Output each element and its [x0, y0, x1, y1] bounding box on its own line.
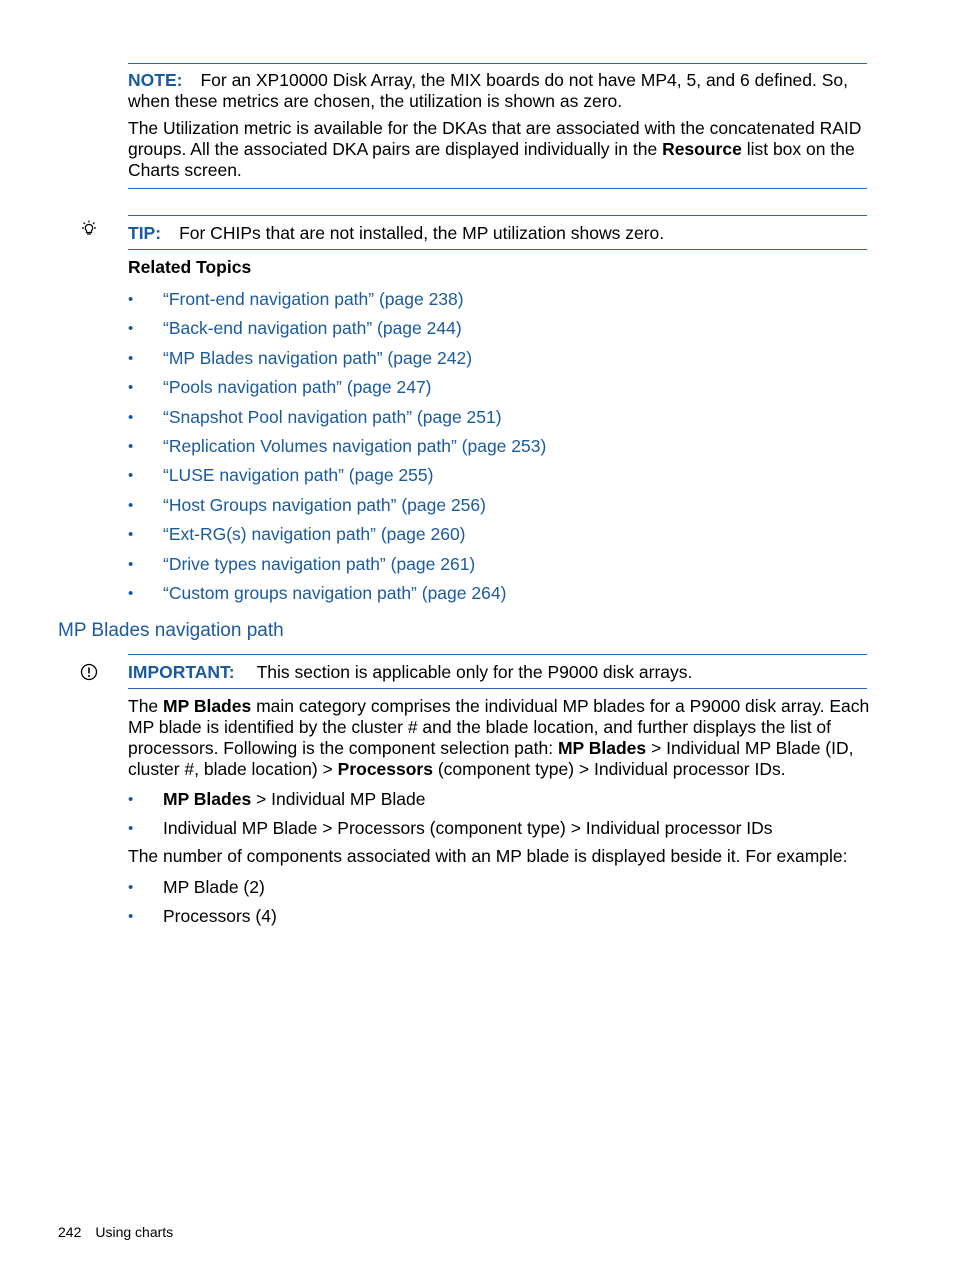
related-link[interactable]: “Snapshot Pool navigation path” (page 251): [163, 406, 502, 427]
related-link[interactable]: “Ext-RG(s) navigation path” (page 260): [163, 524, 466, 545]
note-line-1: [128, 70, 870, 91]
paragraph-text: > Individual MP Blade (ID, cluster #, blade location) >: [128, 738, 854, 779]
list-item: [128, 407, 546, 436]
page-number: 242: [58, 1224, 82, 1240]
list-item: [128, 789, 773, 818]
list-item: [128, 377, 546, 406]
navigation-path-list: [128, 789, 773, 848]
tip-block: [128, 223, 870, 244]
related-link[interactable]: “Custom groups navigation path” (page 264): [163, 582, 507, 603]
tip-label: TIP:: [128, 223, 162, 243]
note-label: NOTE:: [128, 70, 183, 90]
list-item: [128, 583, 546, 612]
chapter-title: Using charts: [95, 1224, 174, 1240]
tip-bottom-rule: [128, 249, 867, 250]
list-item: [128, 906, 277, 935]
exclamation-circle-icon: [80, 663, 98, 681]
related-link[interactable]: “Pools navigation path” (page 247): [163, 377, 432, 398]
related-link[interactable]: “Drive types navigation path” (page 261): [163, 553, 476, 574]
list-item: [128, 554, 546, 583]
paragraph-text: The: [128, 696, 164, 716]
example-text: Processors (4): [163, 906, 277, 927]
important-block: [128, 662, 870, 683]
important-bottom-rule: [128, 688, 867, 689]
related-link[interactable]: “Back-end navigation path” (page 244): [163, 318, 462, 339]
paragraph-text: main category comprises the individual MP blades for a P9000 disk array. Each MP blade is identified by the cluster # and the blade location, and further displays the list of processors. Following is the component selection path:: [128, 696, 870, 758]
list-item: [128, 289, 546, 318]
related-link[interactable]: “MP Blades navigation path” (page 242): [163, 347, 473, 368]
tip-text: For CHIPs that are not installed, the MP utilization shows zero.: [179, 223, 665, 243]
related-topics-heading: Related Topics: [128, 257, 252, 277]
related-link[interactable]: “LUSE navigation path” (page 255): [163, 465, 434, 486]
list-item: [128, 465, 546, 494]
note-para2-bold: Resource: [662, 139, 742, 159]
section-title: MP Blades navigation path: [58, 620, 284, 641]
important-label: IMPORTANT:: [128, 662, 235, 682]
list-item: [128, 818, 773, 847]
list-item: [128, 348, 546, 377]
note-para2-text: The Utilization metric is available for the DKAs that are associated with the concatenated RAID groups. All the associated DKA pairs are displayed individually in the: [128, 118, 862, 159]
note-paragraph-2: [128, 118, 870, 181]
note-top-rule: [128, 63, 867, 64]
example-text: MP Blade (2): [163, 877, 265, 897]
related-link[interactable]: “Host Groups navigation path” (page 256): [163, 494, 486, 515]
list-item: [128, 495, 546, 524]
list-item: [128, 318, 546, 347]
components-paragraph: The number of components associated with an MP blade is displayed beside it. For example:: [128, 846, 848, 866]
note-bottom-rule: [128, 188, 867, 189]
page-footer: [58, 1222, 173, 1243]
list-item: [128, 436, 546, 465]
tip-top-rule: [128, 215, 867, 216]
related-link[interactable]: “Replication Volumes navigation path” (page 253): [163, 435, 547, 456]
list-item: [128, 877, 277, 906]
bullet-text: > Individual MP Blade: [251, 789, 426, 809]
note-block: [128, 70, 870, 181]
bullet-text: Individual MP Blade > Processors (component type) > Individual processor IDs: [163, 818, 773, 839]
note-text-line-2: when these metrics are chosen, the utilization is shown as zero.: [128, 91, 623, 111]
important-top-rule: [128, 654, 867, 655]
mp-blades-paragraph: [128, 696, 870, 780]
related-link[interactable]: “Front-end navigation path” (page 238): [163, 289, 464, 309]
paragraph-bold: MP Blades: [557, 738, 647, 758]
paragraph-bold: MP Blades: [163, 696, 252, 716]
list-item: [128, 524, 546, 553]
paragraph-bold: Processors: [337, 759, 433, 779]
paragraph-text: (component type) > Individual processor IDs.: [432, 759, 786, 779]
important-text: This section is applicable only for the P9000 disk arrays.: [256, 662, 693, 682]
examples-list: [128, 877, 277, 936]
note-para2-text-end: list box on the Charts screen.: [128, 139, 855, 180]
lightbulb-icon: [80, 220, 98, 238]
bullet-bold: MP Blades: [163, 789, 252, 809]
related-topics-list: [128, 289, 546, 612]
note-text-line-1: For an XP10000 Disk Array, the MIX boards do not have MP4, 5, and 6 defined. So,: [200, 70, 849, 90]
